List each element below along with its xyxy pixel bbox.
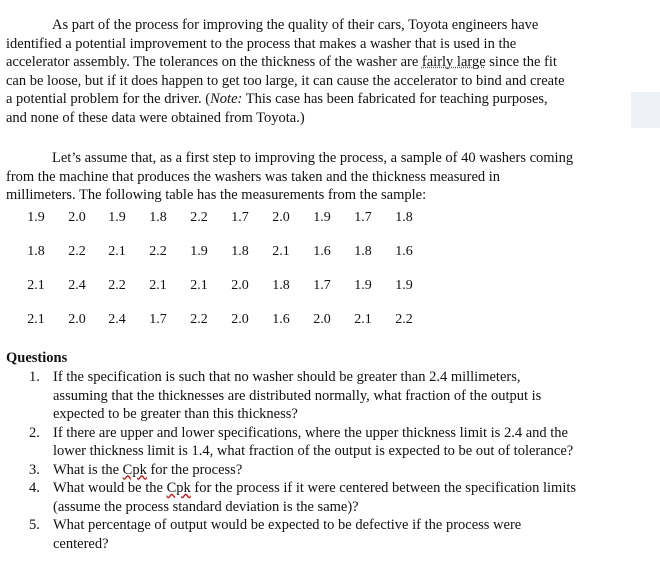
question-text-part: for the process if it were centered between the specification limits [190, 480, 577, 496]
table-cell: 2.0 [68, 312, 86, 327]
table-cell: 2.2 [149, 244, 167, 259]
note-label: Note: [210, 91, 243, 107]
question-line: If there are upper and lower specifications, where the upper thickness limit is 2.4 and the [53, 424, 568, 441]
intro-line: and none of these data were obtained from Toyota.) [6, 109, 305, 126]
table-cell: 1.7 [313, 278, 331, 293]
sample-line: millimeters. The following table has the measurements from the sample: [6, 187, 427, 203]
question-line: lower thickness limit is 1.4, what fraction of the output is expected to be out of tolerance? [53, 443, 574, 459]
table-cell: 2.1 [27, 278, 45, 293]
questions-heading: Questions [6, 350, 68, 366]
table-cell: 2.1 [272, 244, 290, 259]
intro-text: a potential problem for the driver. ( [6, 91, 211, 107]
question-line [53, 461, 660, 480]
question-text-part: for the process? [146, 461, 243, 478]
table-cell: 2.0 [313, 312, 331, 327]
table-cell: 2.0 [231, 312, 249, 327]
intro-line: identified a potential improvement to the process that makes a washer that is used in the [6, 35, 517, 52]
question-text [53, 516, 660, 553]
question-number: 4. [29, 480, 40, 496]
table-cell: 2.1 [354, 312, 372, 327]
table-cell: 1.6 [313, 244, 331, 259]
table-cell: 1.9 [354, 278, 372, 293]
table-cell: 2.0 [272, 210, 290, 225]
question-line: (assume the process standard deviation is the same)? [53, 498, 359, 515]
intro-line [6, 90, 646, 109]
table-cell: 2.2 [395, 312, 413, 327]
question-item [0, 424, 660, 461]
table-row [24, 244, 444, 278]
sample-paragraph [6, 149, 646, 205]
question-line [53, 479, 660, 498]
table-cell: 2.1 [149, 278, 167, 293]
table-cell: 2.1 [27, 312, 45, 327]
table-cell: 1.9 [313, 210, 331, 225]
intro-paragraph [6, 16, 646, 127]
table-cell: 2.4 [108, 312, 126, 327]
intro-line: can be loose, but if it does happen to get too large, it can cause the accelerator to bind and create [6, 72, 565, 89]
question-text [53, 461, 660, 480]
question-number: 2. [29, 424, 40, 441]
question-number: 5. [29, 517, 40, 533]
cpk-term: Cpk [122, 461, 147, 478]
intro-line: As part of the process for improving the quality of their cars, Toyota engineers have [52, 17, 539, 33]
table-cell: 2.2 [190, 312, 208, 327]
questions-list [0, 368, 660, 553]
question-text [53, 368, 660, 424]
table-cell: 2.2 [68, 244, 86, 259]
table-cell: 1.8 [149, 210, 167, 225]
table-row [24, 312, 444, 346]
question-line: assuming that the thicknesses are distributed normally, what fraction of the output is [53, 387, 542, 404]
table-cell: 1.8 [354, 244, 372, 259]
table-cell: 1.8 [231, 244, 249, 259]
question-item [0, 516, 660, 553]
question-number: 1. [29, 369, 40, 385]
question-line: What percentage of output would be expected to be defective if the process were [53, 517, 522, 533]
table-row [24, 210, 444, 244]
table-cell: 1.9 [27, 210, 45, 225]
question-text-part: What is the [53, 461, 123, 478]
question-text [53, 479, 660, 516]
table-cell: 2.1 [190, 278, 208, 293]
table-row [24, 278, 444, 312]
sample-line: Let’s assume that, as a first step to improving the process, a sample of 40 washers coming [52, 150, 574, 166]
side-scroll-tab[interactable] [631, 92, 660, 128]
table-cell: 1.8 [272, 278, 290, 293]
table-cell: 1.9 [395, 278, 413, 293]
intro-text: This case has been fabricated for teaching purposes, [242, 91, 548, 107]
table-cell: 1.8 [27, 244, 45, 259]
table-cell: 2.1 [108, 244, 126, 259]
table-cell: 1.8 [395, 210, 413, 225]
table-cell: 1.7 [149, 312, 167, 327]
table-cell: 1.7 [231, 210, 249, 225]
intro-line [6, 53, 646, 72]
table-cell: 2.2 [108, 278, 126, 293]
question-item [0, 461, 660, 480]
table-cell: 1.9 [190, 244, 208, 259]
intro-text: accelerator assembly. The tolerances on the thickness of the washer are [6, 54, 422, 70]
cpk-term: Cpk [166, 480, 191, 496]
question-item [0, 479, 660, 516]
intro-text: since the fit [485, 54, 557, 70]
question-line: centered? [53, 535, 109, 552]
question-item [0, 368, 660, 424]
question-number: 3. [29, 461, 40, 478]
table-cell: 1.6 [272, 312, 290, 327]
table-cell: 2.4 [68, 278, 86, 293]
table-cell: 2.0 [68, 210, 86, 225]
table-cell: 1.7 [354, 210, 372, 225]
table-cell: 1.6 [395, 244, 413, 259]
question-text-part: What would be the [53, 480, 167, 496]
fairly-large-phrase: fairly large [421, 54, 486, 70]
table-cell: 2.2 [190, 210, 208, 225]
table-cell: 2.0 [231, 278, 249, 293]
sample-line: from the machine that produces the washers was taken and the thickness measured in [6, 168, 501, 185]
measurements-table [24, 210, 444, 346]
question-line: If the specification is such that no washer should be greater than 2.4 millimeters, [53, 369, 521, 385]
question-line: expected to be greater than this thickness? [53, 406, 298, 422]
question-text [53, 424, 660, 461]
table-cell: 1.9 [108, 210, 126, 225]
